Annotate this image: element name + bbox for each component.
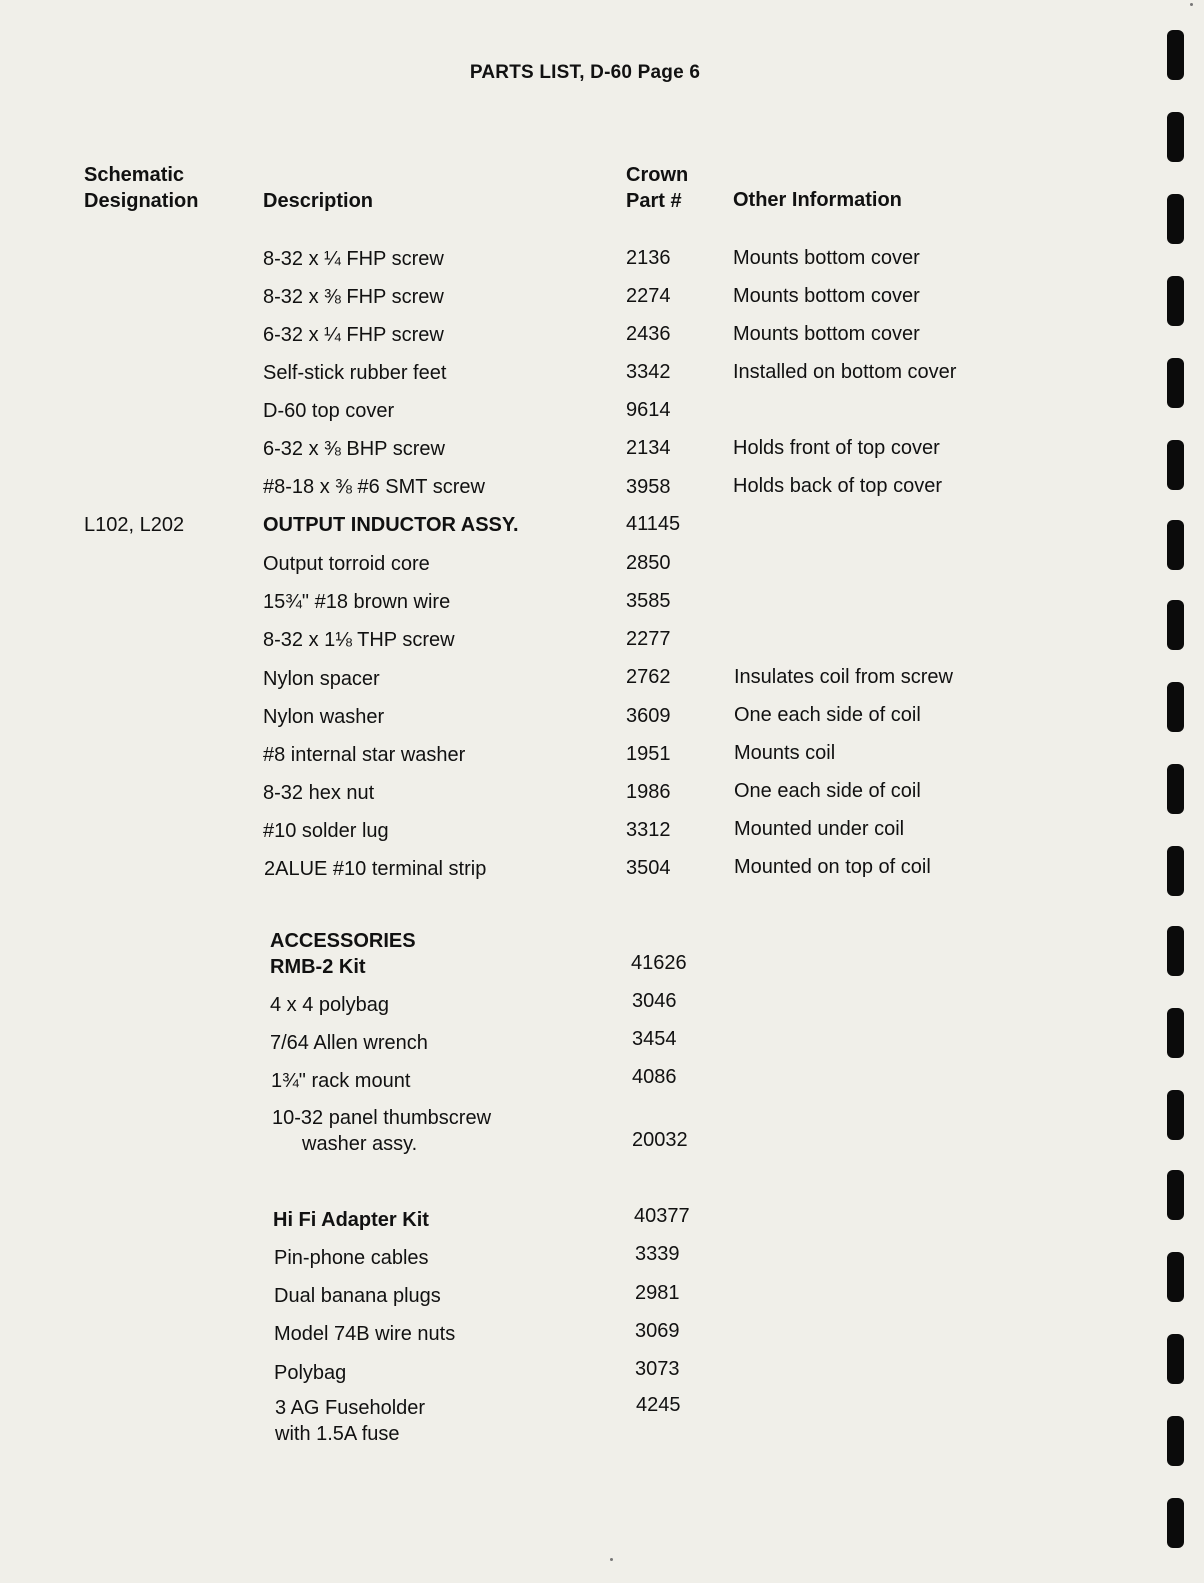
row-4-part: 9614	[626, 399, 671, 421]
row-12-other: One each side of coil	[734, 704, 921, 726]
row-1-other: Mounts bottom cover	[733, 285, 920, 307]
header-schematic-line2: Designation	[84, 190, 199, 212]
row-12-part: 3609	[626, 705, 671, 727]
row-3-other: Installed on bottom cover	[733, 361, 957, 383]
thumbscrew-part: 20032	[632, 1129, 688, 1151]
row-7-schematic: L102, L202	[84, 514, 185, 536]
header-description: Description	[263, 190, 374, 212]
binder-hole	[1167, 1090, 1184, 1140]
binder-hole	[1167, 520, 1184, 570]
binder-hole	[1167, 194, 1184, 244]
row-9-description: 15¾" #18 brown wire	[263, 591, 451, 613]
row-6-other: Holds back of top cover	[733, 475, 942, 497]
hifi-item-0-description: Pin-phone cables	[274, 1247, 429, 1269]
row-13-other: Mounts coil	[734, 742, 836, 764]
row-10-part: 2277	[626, 628, 671, 650]
row-14-description: 8-32 hex nut	[263, 782, 375, 804]
binder-hole	[1167, 1498, 1184, 1548]
row-2-other: Mounts bottom cover	[733, 323, 920, 345]
rmb-item-0-description: 4 x 4 polybag	[270, 994, 389, 1016]
binder-hole	[1167, 1252, 1184, 1302]
binder-hole	[1167, 1170, 1184, 1220]
accessories-heading: ACCESSORIES	[270, 930, 416, 952]
hifi-kit-title: Hi Fi Adapter Kit	[273, 1209, 429, 1231]
row-8-part: 2850	[626, 552, 671, 574]
row-15-description: #10 solder lug	[263, 820, 389, 842]
binder-hole	[1167, 682, 1184, 732]
thumbscrew-line2: washer assy.	[302, 1133, 418, 1155]
row-14-part: 1986	[626, 781, 671, 803]
binder-hole	[1167, 1008, 1184, 1058]
row-8-description: Output torroid core	[263, 553, 430, 575]
binder-hole	[1167, 30, 1184, 80]
hifi-item-1-description: Dual banana plugs	[274, 1285, 441, 1307]
row-11-description: Nylon spacer	[263, 668, 380, 690]
rmb-kit-part: 41626	[631, 952, 687, 974]
rmb-item-2-description: 1¾" rack mount	[271, 1070, 411, 1092]
row-15-other: Mounted under coil	[734, 818, 905, 840]
header-part-line1: Crown	[626, 164, 689, 186]
binder-hole	[1167, 112, 1184, 162]
rmb-item-0-part: 3046	[632, 990, 677, 1012]
binder-hole	[1167, 764, 1184, 814]
hifi-item-3-description: Polybag	[274, 1362, 347, 1384]
scan-speck	[610, 1558, 613, 1561]
row-11-part: 2762	[626, 666, 671, 688]
binder-hole	[1167, 440, 1184, 490]
fuseholder-line1: 3 AG Fuseholder	[275, 1397, 426, 1419]
row-6-description: #8-18 x ⅜ #6 SMT screw	[263, 476, 485, 498]
row-0-other: Mounts bottom cover	[733, 247, 920, 269]
hifi-item-3-part: 3073	[635, 1358, 680, 1380]
row-5-other: Holds front of top cover	[733, 437, 940, 459]
binder-hole	[1167, 926, 1184, 976]
header-schematic	[84, 162, 198, 214]
hifi-kit-part: 40377	[634, 1205, 690, 1227]
row-2-description: 6-32 x ¼ FHP screw	[263, 324, 444, 346]
header-part-line2: Part #	[626, 190, 682, 212]
row-5-description: 6-32 x ⅜ BHP screw	[263, 438, 445, 460]
hifi-item-2-description: Model 74B wire nuts	[274, 1323, 456, 1345]
binder-hole	[1167, 1416, 1184, 1466]
row-12-description: Nylon washer	[263, 706, 385, 728]
hifi-item-0-part: 3339	[635, 1243, 680, 1265]
row-11-other: Insulates coil from screw	[734, 666, 953, 688]
thumbscrew-line1: 10-32 panel thumbscrew	[272, 1107, 492, 1129]
row-1-description: 8-32 x ⅜ FHP screw	[263, 286, 444, 308]
rmb-item-1-description: 7/64 Allen wrench	[270, 1032, 428, 1054]
row-1-part: 2274	[626, 285, 671, 307]
row-7-description: OUTPUT INDUCTOR ASSY.	[263, 514, 519, 536]
row-9-part: 3585	[626, 590, 671, 612]
row-16-description: 2ALUE #10 terminal strip	[264, 858, 487, 880]
row-6-part: 3958	[626, 476, 671, 498]
row-15-part: 3312	[626, 819, 671, 841]
row-16-other: Mounted on top of coil	[734, 856, 931, 878]
rmb-item-2-part: 4086	[632, 1066, 677, 1088]
binder-hole	[1167, 846, 1184, 896]
page-title: PARTS LIST, D-60 Page 6	[469, 62, 701, 83]
row-10-description: 8-32 x 1⅛ THP screw	[263, 629, 455, 651]
row-14-other: One each side of coil	[734, 780, 921, 802]
row-2-part: 2436	[626, 323, 671, 345]
row-13-description: #8 internal star washer	[263, 744, 466, 766]
scan-speck	[1190, 3, 1193, 6]
row-3-part: 3342	[626, 361, 671, 383]
row-0-part: 2136	[626, 247, 671, 269]
rmb-item-1-part: 3454	[632, 1028, 677, 1050]
hifi-item-1-part: 2981	[635, 1282, 680, 1304]
fuseholder-part: 4245	[636, 1394, 681, 1416]
row-3-description: Self-stick rubber feet	[263, 362, 447, 384]
rmb-kit-title: RMB-2 Kit	[270, 956, 366, 978]
fuseholder-line2: with 1.5A fuse	[275, 1423, 400, 1445]
binder-hole	[1167, 358, 1184, 408]
binder-hole	[1167, 276, 1184, 326]
row-7-part: 41145	[626, 513, 681, 535]
row-4-description: D-60 top cover	[263, 400, 395, 422]
header-schematic-line1: Schematic	[84, 164, 185, 186]
row-5-part: 2134	[626, 437, 671, 459]
binder-hole	[1167, 600, 1184, 650]
binder-hole	[1167, 1334, 1184, 1384]
row-16-part: 3504	[626, 857, 671, 879]
row-13-part: 1951	[626, 743, 671, 765]
row-0-description: 8-32 x ¼ FHP screw	[263, 248, 444, 270]
header-crown-part	[626, 162, 688, 214]
hifi-item-2-part: 3069	[635, 1320, 680, 1342]
header-other-information: Other Information	[733, 189, 902, 211]
